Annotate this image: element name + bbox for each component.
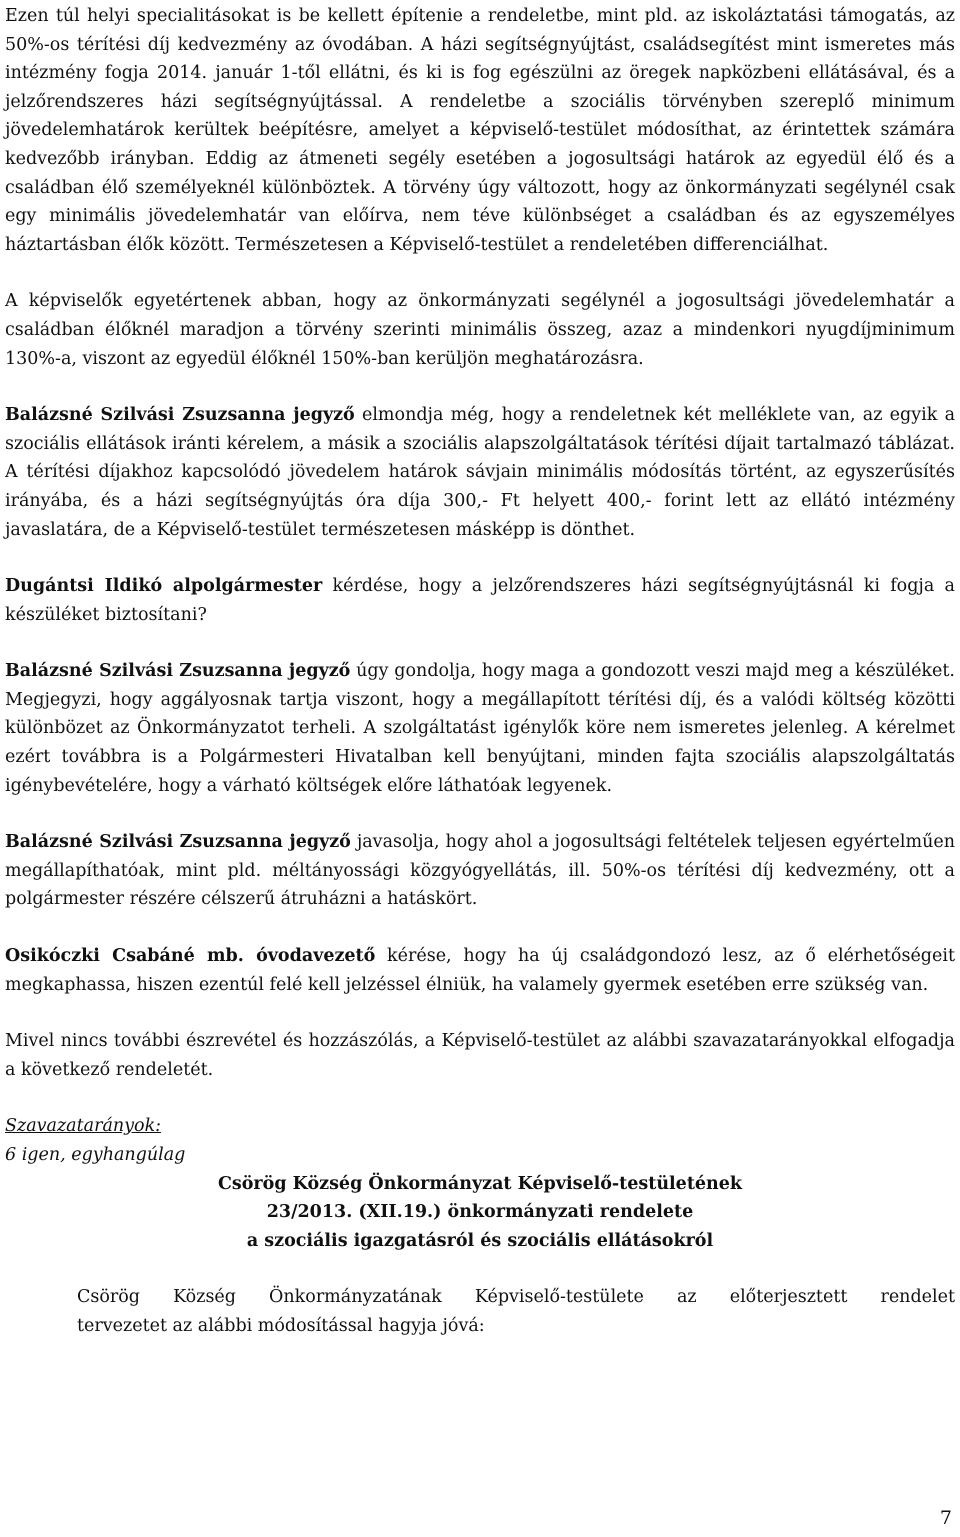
paragraph-5-speaker: Balázsné Szilvási Zsuzsanna jegyző	[5, 832, 351, 853]
page-number: 7	[939, 1507, 952, 1529]
paragraph-7-text: Mivel nincs további észrevétel és hozzászólás, a Képviselő-testület az alábbi szavazatarányokkal elfogadja a következő rendeletét.	[5, 1031, 955, 1080]
paragraph-4	[5, 657, 955, 800]
paragraph-1-text: A képviselők egyetértenek abban, hogy az önkormányzati segélynél a jogosultsági jövedelemhatár a családban élőknél maradjon a törvény szerinti minimális összeg, azaz a mindenkori nyugdíjminimum 130%-a, viszont az egyedül élőknél 150%-ban kerüljön meghatározásra.	[5, 291, 955, 369]
document-page	[5, 2, 955, 1341]
paragraph-3	[5, 572, 955, 629]
paragraph-5-text: javasolja, hogy ahol a jogosultsági feltételek teljesen egyértelműen megállapíthatóak, mint pld. méltányossági közgyógyellátás, ill. 50%-os térítési díj kedvezmény, ott a polgármester részére célszerű átruházni a hatáskört.	[5, 832, 955, 910]
vote-result: 6 igen, egyhangúlag	[5, 1145, 186, 1165]
paragraph-4-speaker: Balázsné Szilvási Zsuzsanna jegyző	[5, 661, 351, 682]
paragraph-2	[5, 401, 955, 544]
paragraph-6-text: kérése, hogy ha új családgondozó lesz, az ő elérhetőségeit megkaphassa, hiszen ezentúl felé kell jelzéssel élniük, ha valamely gyermek esetében erre szükség van.	[5, 946, 955, 995]
intro-line1: Csörög Község Önkormányzatának Képviselő-testülete az előterjesztett rendelet	[77, 1287, 955, 1308]
paragraph-2-text: elmondja még, hogy a rendeletnek két melléklete van, az egyik a szociális ellátások iránti kérelem, a másik a szociális alapszolgáltatások térítési díjait tartalmazó táblázat. A térítési díjakhoz kapcsolódó jövedelem határok sávjain minimális módosítás történt, az egyszerűsítés irányába, és a házi segítségnyújtás óra díja 300,- Ft helyett 400,- forint lett az ellátó intézmény javaslatára, de a Képviselő-testület természetesen másképp is dönthet.	[5, 405, 956, 540]
paragraph-4-text: úgy gondolja, hogy maga a gondozott veszi majd meg a készüléket. Megjegyzi, hogy aggályosnak tartja viszont, hogy a megállapított térítési díj, és a valódi költség közötti különbözet az Önkormányzatot terheli. A szolgáltatást igénylők köre nem ismeretes jelenleg. A kérelmet ezért továbbra is a Polgármesteri Hivatalban kell benyújtani, minden fajta szociális alapszolgáltatás igénybevételére, hogy a várható költségek előre láthatóak legyenek.	[5, 661, 955, 796]
paragraph-6-speaker: Osikóczki Csabáné mb. óvodavezető	[5, 946, 376, 967]
paragraph-3-text: kérdése, hogy a jelzőrendszeres házi segítségnyújtásnál ki fogja a készüléket biztosítani?	[5, 576, 955, 625]
paragraph-7	[5, 1027, 955, 1084]
paragraph-0	[5, 2, 955, 259]
decree-heading-line2: 23/2013. (XII.19.) önkormányzati rendelete	[266, 1202, 694, 1223]
decree-heading-line3: a szociális igazgatásról és szociális ellátásokról	[246, 1230, 714, 1251]
decree-heading	[5, 1170, 955, 1256]
paragraph-2-speaker: Balázsné Szilvási Zsuzsanna jegyző	[5, 405, 355, 426]
vote-label: Szavazatarányok:	[5, 1116, 162, 1137]
paragraph-0-text: Ezen túl helyi specialitásokat is be kellett építenie a rendeletbe, mint pld. az iskoláztatási támogatás, az 50%-os térítési díj kedvezmény az óvodában. A házi segítségnyújtást, családsegítést mint ismeretes más intézmény fogja 2014. január 1-től ellátni, és ki is fog egészülni az öregek napközbeni ellátásával, és a jelzőrendszeres házi segítségnyújtással. A rendeletbe a szociális törvényben szereplő minimum jövedelemhatárok kerültek beépítésre, amelyet a képviselő-testület módosíthat, az érintettek számára kedvezőbb irányban. Eddig az átmeneti segély esetében a jogosultsági határok az egyedül élő és a családban élő személyeknél különböztek. A törvény úgy változott, hogy az önkormányzati segélynél csak egy minimális jövedelemhatár van előírva, nem téve különbséget a családban és az egyszemélyes háztartásban élők között. Természetesen a Képviselő-testület a rendeletében differenciálhat.	[5, 6, 955, 255]
paragraph-6	[5, 942, 955, 999]
paragraph-5	[5, 828, 955, 914]
paragraph-1	[5, 287, 955, 373]
paragraph-3-speaker: Dugántsi Ildikó alpolgármester	[5, 576, 323, 597]
decree-heading-line1: Csörög Község Önkormányzat Képviselő-testületének	[217, 1173, 743, 1194]
intro-line2: tervezetet az alábbi módosítással hagyja jóvá:	[77, 1315, 485, 1336]
